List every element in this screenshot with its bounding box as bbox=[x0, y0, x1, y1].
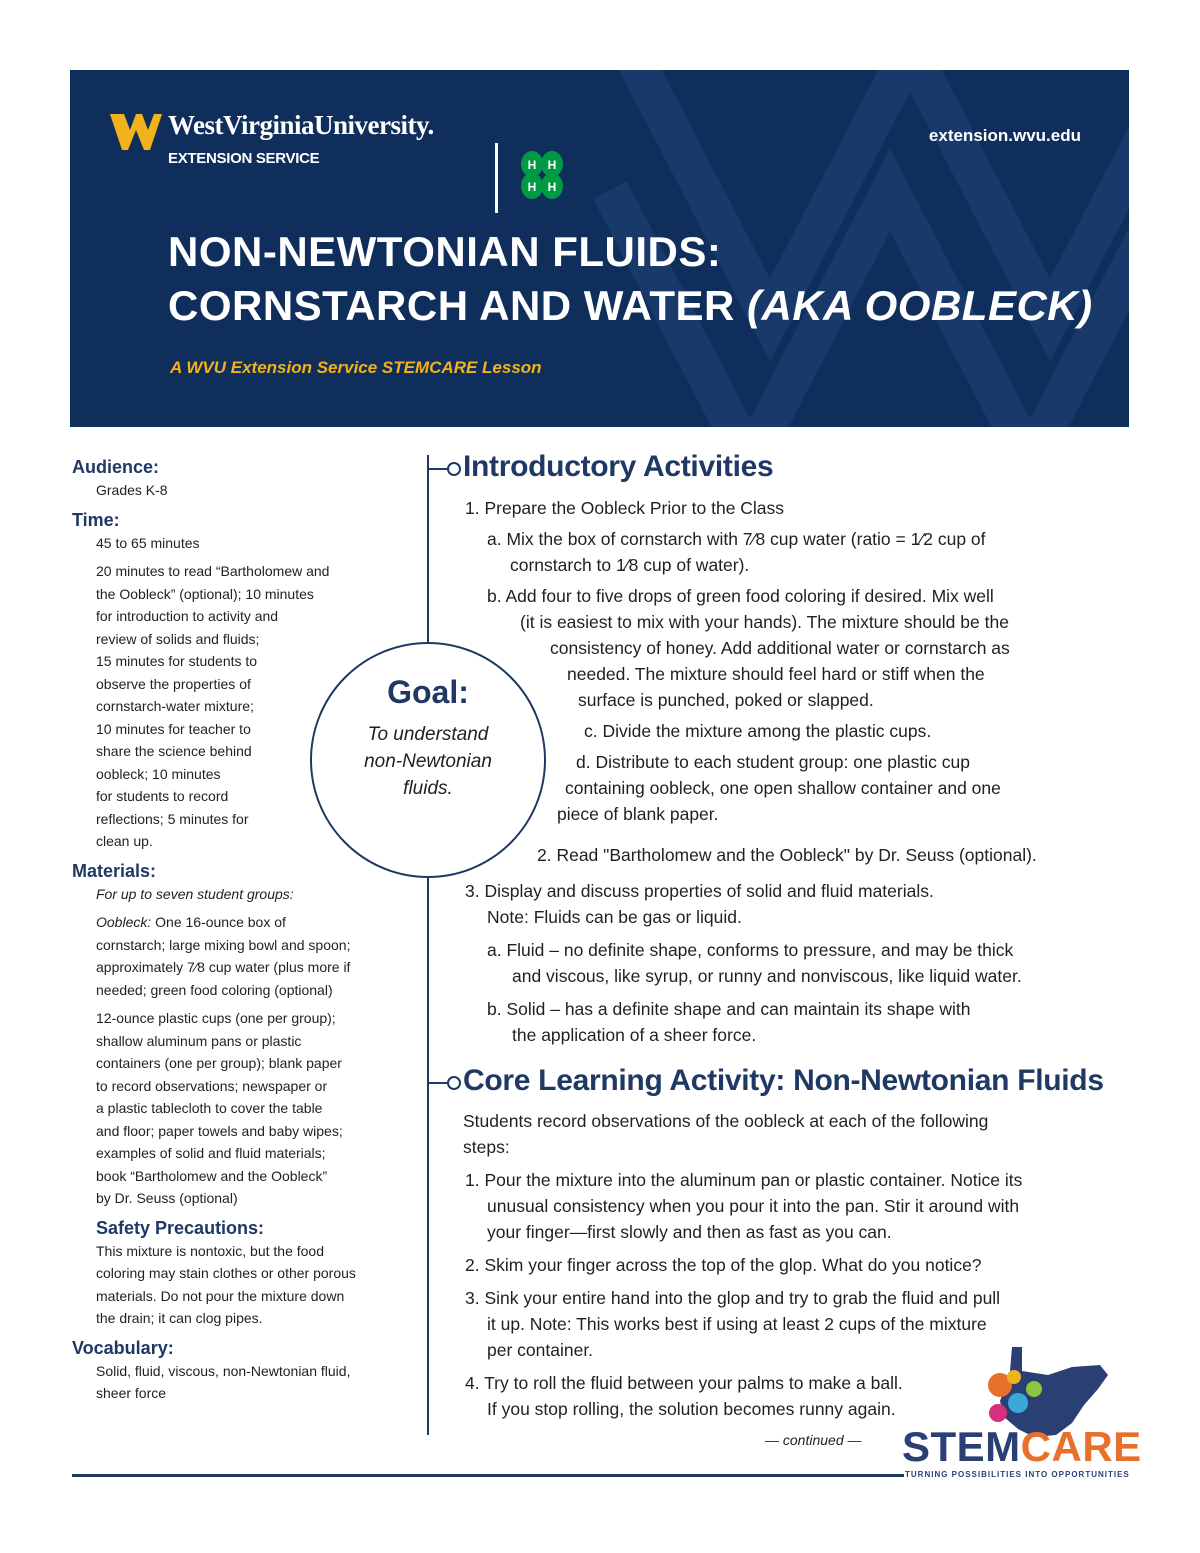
core-line: 3. Sink your entire hand into the glop and try to grab the fluid and pull bbox=[465, 1288, 1001, 1308]
page-subtitle: A WVU Extension Service STEMCARE Lesson bbox=[170, 358, 542, 377]
materials-line: by Dr. Seuss (optional) bbox=[96, 1190, 238, 1206]
time-line: for introduction to activity and bbox=[96, 608, 279, 624]
time-heading: Time: bbox=[72, 509, 120, 530]
intro-line: d. Distribute to each student group: one plastic cup bbox=[576, 752, 970, 772]
materials-line: and floor; paper towels and baby wipes; bbox=[96, 1122, 343, 1139]
oobleck-label: Oobleck: bbox=[96, 914, 152, 930]
goal-circle bbox=[310, 642, 546, 878]
intro-line: surface is punched, poked or slapped. bbox=[578, 690, 874, 710]
materials-line: a plastic tablecloth to cover the table bbox=[96, 1100, 323, 1116]
goal-line: non-Newtonian bbox=[364, 751, 492, 772]
materials-line bbox=[96, 911, 402, 934]
intro-line: b. Solid – has a definite shape and can maintain its shape with bbox=[487, 999, 971, 1019]
intro-line: and viscous, like syrup, or runny and nonviscous, like liquid water. bbox=[512, 966, 1022, 986]
goal-line: fluids. bbox=[403, 778, 453, 799]
time-line: observe the properties of bbox=[96, 675, 251, 692]
intro-line: a. Mix the box of cornstarch with 7⁄8 cup water (ratio = 1⁄2 cup of bbox=[487, 529, 986, 549]
materials-intro bbox=[96, 883, 402, 906]
materials-line: to record observations; newspaper or bbox=[96, 1077, 328, 1094]
safety-text bbox=[96, 1240, 402, 1330]
intro-line: consistency of honey. Add additional water or cornstarch as bbox=[550, 638, 1010, 658]
materials-line: examples of solid and fluid materials; bbox=[96, 1145, 326, 1161]
materials-line: cornstarch; large mixing bowl and spoon; bbox=[96, 936, 351, 953]
svg-text:H: H bbox=[547, 158, 557, 172]
materials-line: needed; green food coloring (optional) bbox=[96, 981, 333, 998]
core-line: 2. Skim your finger across the top of the glop. What do you notice? bbox=[465, 1255, 982, 1275]
time-line: oobleck; 10 minutes bbox=[96, 765, 221, 782]
intro-heading: Introductory Activities bbox=[463, 450, 774, 483]
header-banner bbox=[70, 70, 1129, 427]
safety-line: This mixture is nontoxic, but the food bbox=[96, 1242, 324, 1259]
materials-line: approximately 7⁄8 cup water (plus more if bbox=[96, 959, 351, 975]
core-line: per container. bbox=[487, 1340, 594, 1360]
logo-divider bbox=[495, 143, 498, 213]
audience-heading: Audience: bbox=[72, 457, 160, 477]
4h-clover-icon bbox=[510, 148, 574, 208]
intro-line: containing oobleck, one open shallow container and one bbox=[565, 778, 1001, 798]
materials-list bbox=[96, 1007, 402, 1210]
time-line: reflections; 5 minutes for bbox=[96, 810, 249, 827]
svg-text:H: H bbox=[527, 180, 537, 194]
footer-rule bbox=[72, 1474, 904, 1477]
logo-wordmark: WestVirginiaUniversity. bbox=[168, 110, 434, 140]
materials-line: 12-ounce plastic cups (one per group); bbox=[96, 1010, 336, 1026]
vocabulary-heading: Vocabulary: bbox=[72, 1337, 174, 1358]
time-line: for students to record bbox=[96, 788, 229, 804]
goal-heading: Goal: bbox=[387, 674, 469, 710]
core-line: Students record observations of the oobleck at each of the following bbox=[463, 1111, 989, 1131]
safety-line: the drain; it can clog pipes. bbox=[96, 1310, 263, 1326]
intro-line: cornstarch to 1⁄8 cup of water). bbox=[510, 555, 750, 575]
title-line-1: NON-NEWTONIAN FLUIDS: bbox=[168, 228, 722, 275]
oobleck-text: One 16-ounce box of bbox=[151, 914, 286, 930]
materials-line: book “Bartholomew and the Oobleck” bbox=[96, 1167, 328, 1184]
stemcare-care: CARE bbox=[1020, 1423, 1142, 1470]
time-line: 20 minutes to read “Bartholomew and bbox=[96, 563, 330, 579]
goal-line: To understand bbox=[367, 724, 489, 745]
safety-heading: Safety Precautions: bbox=[96, 1217, 265, 1238]
intro-line: the application of a sheer force. bbox=[512, 1025, 757, 1045]
title-line-2-main: CORNSTARCH AND WATER bbox=[168, 282, 748, 329]
intro-line: 3. Display and discuss properties of solid and fluid materials. bbox=[465, 881, 934, 901]
materials-heading: Materials: bbox=[72, 860, 157, 881]
vocabulary-text bbox=[96, 1360, 402, 1405]
core-line: steps: bbox=[463, 1137, 510, 1157]
time-line: cornstarch-water mixture; bbox=[96, 698, 254, 714]
svg-text:H: H bbox=[527, 158, 537, 172]
time-line: share the science behind bbox=[96, 743, 252, 759]
intro-line: 2. Read "Bartholomew and the Oobleck" by Dr. Seuss (optional). bbox=[537, 845, 1037, 865]
core-line: it up. Note: This works best if using at least 2 cups of the mixture bbox=[487, 1314, 987, 1334]
safety-line: materials. Do not pour the mixture down bbox=[96, 1287, 345, 1304]
core-line: 4. Try to roll the fluid between your palms to make a ball. bbox=[465, 1373, 903, 1393]
intro-line: piece of blank paper. bbox=[557, 804, 719, 824]
materials-line: shallow aluminum pans or plastic bbox=[96, 1032, 302, 1049]
timeline-line bbox=[426, 455, 466, 1455]
core-heading: Core Learning Activity: Non-Newtonian Fluids bbox=[463, 1064, 1104, 1097]
core-line: If you stop rolling, the solution becomes runny again. bbox=[487, 1399, 896, 1419]
sidebar bbox=[72, 455, 402, 1405]
goal-text bbox=[312, 721, 544, 802]
stemcare-logo bbox=[902, 1423, 1142, 1471]
core-line: your finger—first slowly and then as fast as you can. bbox=[487, 1222, 892, 1242]
intro-line: a. Fluid – no definite shape, conforms to pressure, and may be thick bbox=[487, 940, 1014, 960]
intro-line: b. Add four to five drops of green food coloring if desired. Mix well bbox=[487, 586, 994, 606]
intro-line: Note: Fluids can be gas or liquid. bbox=[487, 907, 742, 927]
stemcare-stem: STEM bbox=[902, 1423, 1021, 1470]
svg-text:H: H bbox=[547, 180, 557, 194]
website-link[interactable]: extension.wvu.edu bbox=[928, 126, 1081, 145]
wv-flying-wv-icon bbox=[110, 112, 162, 152]
title-line-2 bbox=[168, 279, 1093, 333]
time-line: clean up. bbox=[96, 833, 153, 849]
stemcare-tagline: TURNING POSSIBILITIES INTO OPPORTUNITIES bbox=[905, 1470, 1130, 1479]
time-line: 10 minutes for teacher to bbox=[96, 720, 251, 737]
time-total: 45 to 65 minutes bbox=[96, 534, 200, 551]
safety-line: coloring may stain clothes or other porous bbox=[96, 1265, 356, 1281]
core-line: 1. Pour the mixture into the aluminum pan or plastic container. Notice its bbox=[465, 1170, 1023, 1190]
logo-subtitle: EXTENSION SERVICE bbox=[168, 150, 320, 167]
time-line: review of solids and fluids; bbox=[96, 630, 260, 647]
materials-oobleck bbox=[96, 911, 402, 1001]
vocab-line: sheer force bbox=[96, 1385, 167, 1401]
materials-line: containers (one per group); blank paper bbox=[96, 1055, 342, 1071]
intro-line: needed. The mixture should feel hard or stiff when the bbox=[567, 664, 985, 684]
page-title bbox=[168, 225, 1093, 333]
title-line-2-aka: (AKA OOBLECK) bbox=[747, 282, 1093, 329]
vocab-line: Solid, fluid, viscous, non-Newtonian fluid, bbox=[96, 1362, 351, 1379]
core-line: unusual consistency when you pour it into the pan. Stir it around with bbox=[487, 1196, 1020, 1216]
intro-line: 1. Prepare the Oobleck Prior to the Class bbox=[465, 498, 785, 518]
materials-intro-text: For up to seven student groups: bbox=[96, 885, 294, 902]
intro-line: (it is easiest to mix with your hands). The mixture should be the bbox=[520, 612, 1009, 632]
continued-note: — continued — bbox=[765, 1432, 862, 1448]
intro-line: c. Divide the mixture among the plastic cups. bbox=[584, 721, 932, 741]
audience-text: Grades K-8 bbox=[96, 482, 168, 498]
time-line: 15 minutes for students to bbox=[96, 653, 258, 669]
time-line: the Oobleck” (optional); 10 minutes bbox=[96, 585, 314, 602]
